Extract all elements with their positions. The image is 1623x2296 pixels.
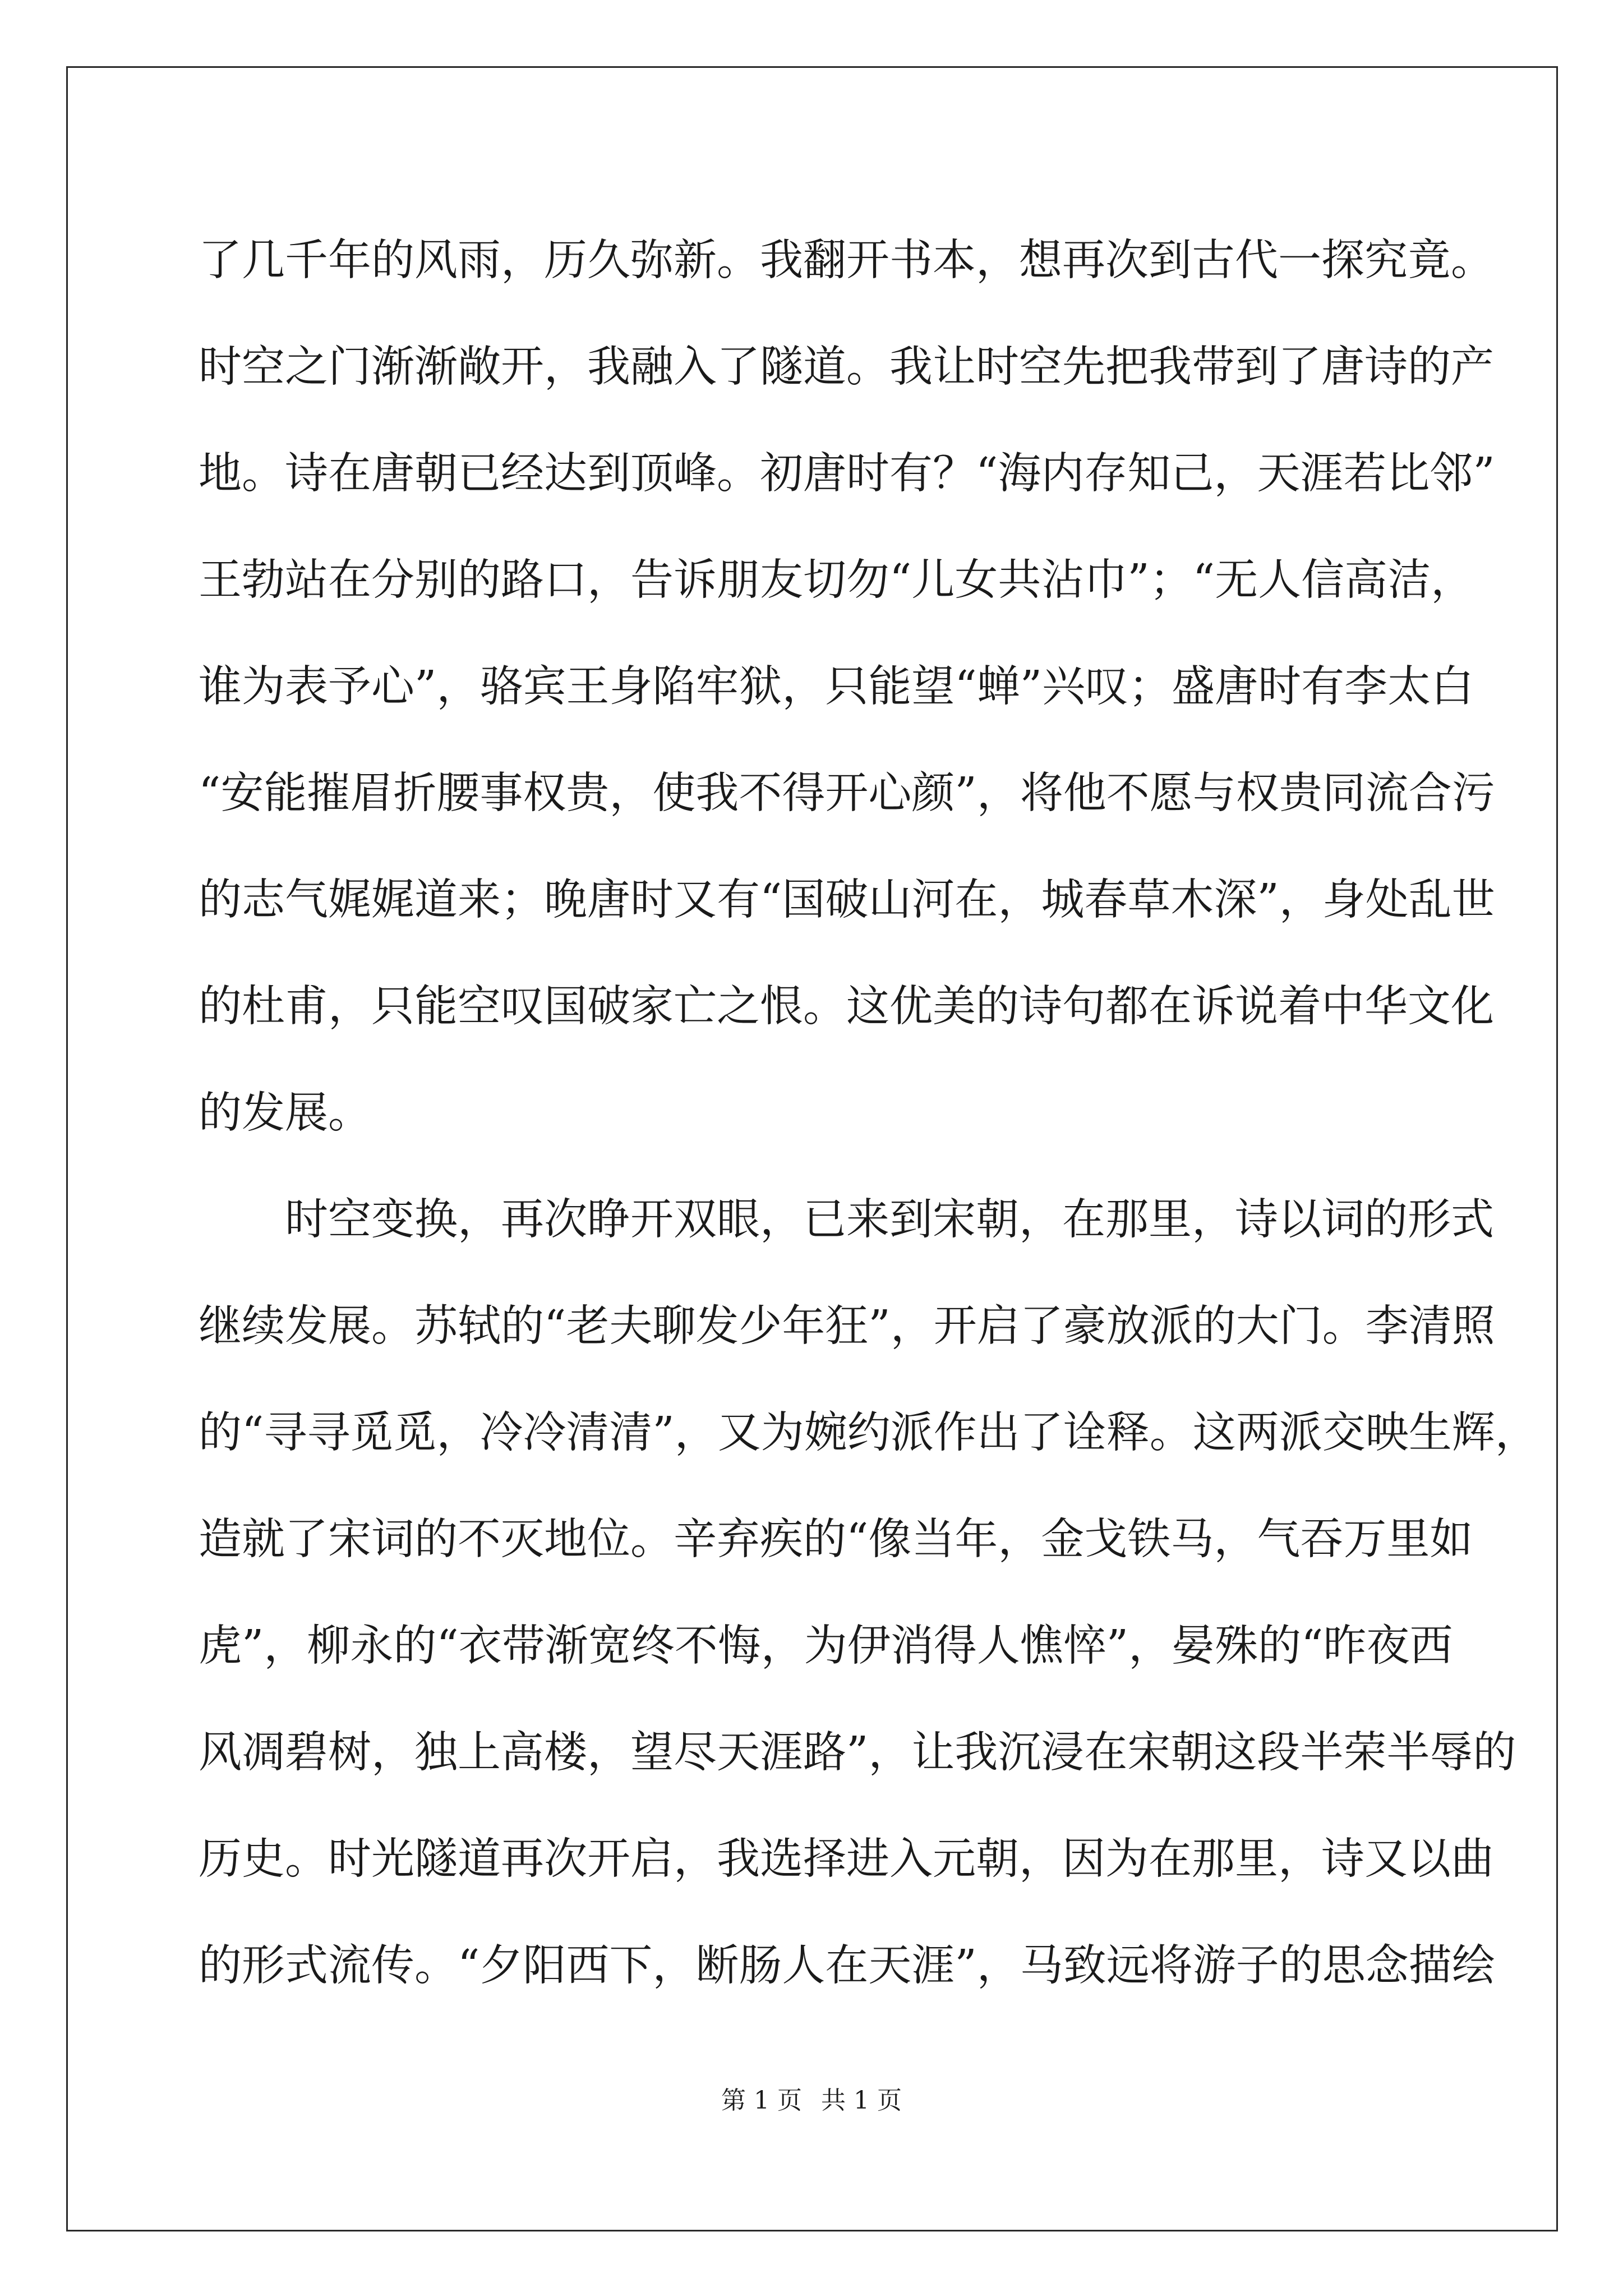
paragraph-first-line: 时空变换，再次睁开双眼，已来到宋朝，在那里，诗以词的形式 — [285, 1195, 1494, 1245]
text-line: 的杜甫，只能空叹国破家亡之恨。这优美的诗句都在诉说着中华文化 — [199, 982, 1494, 1032]
text-line: 了几千年的风雨，历久弥新。我翻开书本，想再次到古代一探究竟。 — [199, 236, 1494, 286]
text-line: “安能摧眉折腰事权贵，使我不得开心颜”，将他不愿与权贵同流合污 — [199, 769, 1495, 818]
text-line: 继续发展。苏轼的“老夫聊发少年狂”，开启了豪放派的大门。李清照 — [199, 1301, 1495, 1351]
text-line: 的形式流传。“夕阳西下，断肠人在天涯”，马致远将游子的思念描绘 — [199, 1941, 1495, 1991]
text-line: 虎”，柳永的“衣带渐宽终不悔，为伊消得人憔悴”，晏殊的“昨夜西 — [199, 1621, 1453, 1671]
page-number: 第 1 页 — [721, 2086, 802, 2115]
text-line: 王勃站在分别的路口，告诉朋友切勿“儿女共沾巾”；“无人信高洁， — [199, 555, 1474, 605]
text-line: 地。诗在唐朝已经达到顶峰。初唐时有？“海内存知己，天涯若比邻” — [199, 449, 1495, 499]
document-body — [199, 208, 1538, 2019]
text-line: 的“寻寻觅觅，冷冷清清”，又为婉约派作出了诠释。这两派交映生辉， — [199, 1408, 1538, 1458]
text-line: 造就了宋词的不灭地位。辛弃疾的“像当年，金戈铁马，气吞万里如 — [199, 1515, 1473, 1565]
text-line: 的发展。 — [199, 1088, 371, 1138]
total-pages: 共 1 页 — [821, 2086, 902, 2115]
text-line: 风凋碧树，独上高楼，望尽天涯路”，让我沉浸在宋朝这段半荣半辱的 — [199, 1728, 1516, 1778]
text-line: 历史。时光隧道再次开启，我选择进入元朝，因为在那里，诗又以曲 — [199, 1834, 1494, 1884]
page-footer — [0, 2084, 1623, 2118]
text-line: 谁为表予心”，骆宾王身陷牢狱，只能望“蝉”兴叹；盛唐时有李太白 — [199, 662, 1474, 712]
text-line: 时空之门渐渐敞开，我融入了隧道。我让时空先把我带到了唐诗的产 — [199, 342, 1494, 392]
text-line: 的志气娓娓道来；晚唐时又有“国破山河在，城春草木深”，身处乱世 — [199, 875, 1495, 925]
